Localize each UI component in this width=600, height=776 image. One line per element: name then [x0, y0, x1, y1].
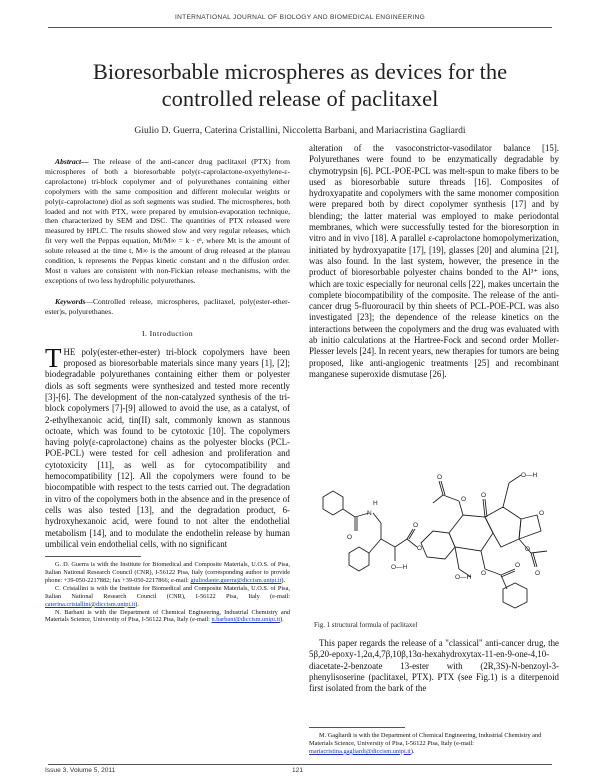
- keywords: [45, 297, 290, 317]
- atom-hydrogen-label: H: [373, 500, 378, 507]
- right-column: [309, 143, 559, 380]
- footnote-gagliardi: [309, 732, 559, 756]
- atom-oxygen-label: O: [413, 522, 419, 529]
- footnote-text: M. Gagliardi is with the Department of Chemical Engineering, Industrial Chemistry and Materials Science, University of Pisa, I-56122 Pisa, Italy (e-mail:: [309, 732, 542, 747]
- section-heading: I. Introduction: [141, 328, 194, 338]
- footnote-end: ).: [281, 576, 286, 584]
- footnote-cristallini: [45, 585, 290, 609]
- email-link[interactable]: mariacristina.gagliardi@diccism.unipi.it: [309, 747, 411, 755]
- atom-oxygen-label: O: [461, 496, 467, 503]
- atom-oxygen-label: O: [347, 534, 353, 541]
- atom-oxygen-label: O: [437, 474, 443, 481]
- abstract: [45, 157, 290, 286]
- footnote-rule: [45, 556, 141, 557]
- atom-oxygen-label: O: [539, 510, 545, 517]
- footnote-end: ).: [280, 616, 284, 624]
- drop-cap: T: [45, 342, 62, 373]
- footnote-guerra: [45, 561, 290, 585]
- email-link[interactable]: n.barbani@diccism.unipi.it: [211, 616, 281, 624]
- footer-rule: [48, 764, 552, 765]
- atom-hydroxyl-label: O—H: [455, 574, 472, 581]
- phenyl-ring-3: [503, 583, 527, 608]
- introduction-body: HE poly(ester-ether-ester) tri-block copolymers have been proposed as bioresorbable materials since many years [1], [2]; biodegradable polyurethanes containing either them or polyester diols as soft segments were synthesized and tested more recently [3]-[6]. The development of the non-catalyzed synthesis of the tri-block copolymers [7]-[9] allowed to avoid the use, as a catalyst, of 2-ethylhexanoic acid, tin(II) salt, commonly known as stannous octoate, which was found to be cytotoxic [10]. The copolymers having poly(ε-caprolactone) chains as the polyester blocks (PCL-POE-PCL) were tested for cell adhesion and proliferation and cytotoxicity [11], as well as for cytocompatibility and hemocompatibility [12]. All the copolymers were found to be biocompatible with respect to the tests carried out. The degradation in vitro of the copolymers both in the absence and in the presence of cells was also tested [13], and the degradation product, 6-hydroxyhexanoic acid, were found to not alter the endothelial metabolism [14], and to modulate the endothelin release by human umbilical vein endothelial cells, with no significant: [45, 346, 290, 549]
- paclitaxel-structure-figure: [309, 457, 559, 612]
- paper-title: [40, 58, 560, 112]
- atom-oxygen-label: O: [481, 492, 487, 499]
- right-footnote-block: [309, 727, 559, 756]
- footnote-text: C. Cristallini is with the Institute for Biomedical and Composite Materials, U.O.S. of Pisa, Italian National Research Council (CNR), I-56122 Pisa, Italy (e-mail:: [45, 584, 290, 600]
- footnote-rule: [309, 727, 405, 728]
- paclitaxel-paragraph: This paper regards the release of a "classical" anti-cancer drug, the 5β,20-epoxy-1,2α,4,7β,10β,13α-hexahydroxytax-11-en-9-one-4,10-diacetate-2-benzoate 13-ester with (2R,3S)-N-benzoyl-3-phenylisoserine (paclitaxel, PTX). PTX (see Fig.1) is a diterpenoid first isolated from the bark of the: [309, 638, 559, 694]
- footnote-end: ).: [410, 747, 415, 755]
- taxane-ring-c: [485, 507, 521, 547]
- atom-oxygen-label: O: [481, 570, 487, 577]
- oxetane-ring: [519, 515, 541, 539]
- atom-hydroxyl-label: O—H: [391, 564, 408, 571]
- phenyl-ring-2: [349, 547, 369, 571]
- footnote-end: ).: [135, 600, 139, 608]
- abstract-text: The release of the anti-cancer drug paclitaxel (PTX) from microspheres of both a bioresorbable poly(ε-caprolactone-oxyethylene-ε-caprolactone) tri-block copolymer and of polyurethanes containing either copolymers with the same composition and different molecular weights or poly(ε-caprolactone) diol as soft segments was studied. The microspheres, both loaded and not with PTX, were prepared by emulsion-evaporation technique, then characterized by SEM and DSC. The quantities of PTX released were measured by HPLC. The results showed slow and very regular releases, which fit very well the Peppas equation, Mt/M∞ = k · tⁿ, where Mt is the amount of solute released at the time t, M∞ is the amount of drug released at the plateau condition, k represents the Peppas kinetic constant and n the diffusion order. Most n values are consistent with non-Fickian release mechanisms, with the exceptions of two less hydrophilic polyurethanes.: [45, 157, 290, 285]
- phenyl-ring-1: [323, 491, 343, 515]
- right-column-text: alteration of the vasoconstrictor-vasodilator balance [15]. Polyurethanes were found to be enzymatically degradable by chymotrypsin [6]. PCL-POE-PCL was melt-spun to make fibers to be used as bioresorbable suture threads [16]. Composites of hydroxyapatite and copolymers with the same monomer composition were prepared both by direct copolymer synthesis [17] and by blending; the latter material was employed to make periodontal membranes, which were successfully tested for the bioresorption in vitro and in vivo [18]. A parallel ε-caprolactone homopolymerization, initiated by hydroxyapatite [17], [19], glasses [20] and alumina [21], was also found. In the last system, however, the presence in the product of bioresorbable polyester chains bonded to the Al³⁺ ions, which are toxic especially for neuronal cells [22], makes uncertain the complete biocompatibility of the composite. The release of the anti-cancer drug 5-fluorouracil by thin sheets of PCL-POE-PCL was also investigated [23]; the dependence of the release kinetics on the interactions between the copolymers and the drug was evaluated with ab initio calculations at the Hartree-Fock and second order Moller-Plesser levels [24]. In recent years, new therapies for tumors are being proposed, like anti-angiogenic treatments [25] and recombinant manganese superoxide dismutase [26].: [309, 143, 559, 379]
- header-rule: [48, 27, 552, 28]
- right-column-text-2: [309, 638, 559, 694]
- footnote-text: N. Barbani is with the Department of Chemical Engineering, Industrial Chemistry and Materials Science, University of Pisa, I-56122 Pisa, Italy (e-mail:: [45, 608, 290, 624]
- issue-label: Issue 3, Volume 5, 2011: [45, 767, 116, 774]
- keywords-label: Keywords: [55, 296, 86, 306]
- title-line-1: Bioresorbable microspheres as devices for the: [92, 59, 508, 84]
- atom-oxygen-label: O: [525, 546, 531, 553]
- footnote-barbani: [45, 609, 290, 625]
- title-line-2: controlled release of paclitaxel: [161, 86, 439, 111]
- footnote-text: G. D. Guerra is with the Institute for Biomedical and Composite Materials, U.O.S. of Pisa, Italian National Research Council (CNR), I-56122 Pisa, Italy (corresponding author to provide phone: +39-050-2217882; fax +39-050-2217866; e-mail:: [45, 561, 290, 584]
- author-list: Giulio D. Guerra, Caterina Cristallini, Niccoletta Barbani, and Mariacristina Gagliardi: [134, 125, 466, 136]
- atom-nitrogen-label: N: [367, 510, 372, 517]
- atom-hydroxyl-label: O—H: [521, 472, 538, 479]
- keywords-text: —Controlled release, microspheres, paclitaxel, poly(ester-ether-ester)s, polyurethanes.: [45, 296, 290, 316]
- email-link[interactable]: giuliodante.guerra@diccism.unipi.it: [190, 576, 282, 584]
- introduction-text: [45, 342, 290, 550]
- figure-caption: Fig. 1 structural formula of paclitaxel: [314, 622, 418, 629]
- atom-oxygen-label: O: [417, 545, 423, 552]
- page-number: 121: [292, 767, 304, 774]
- atom-oxygen-label: O: [535, 570, 541, 577]
- journal-header: INTERNATIONAL JOURNAL OF BIOLOGY AND BIOMEDICAL ENGINEERING: [174, 14, 426, 21]
- email-link[interactable]: caterina.cristallini@diccism.unipi.it: [45, 600, 136, 608]
- left-column: [45, 157, 290, 624]
- abstract-label: Abstract—: [55, 157, 89, 166]
- atom-oxygen-label: O: [515, 562, 521, 569]
